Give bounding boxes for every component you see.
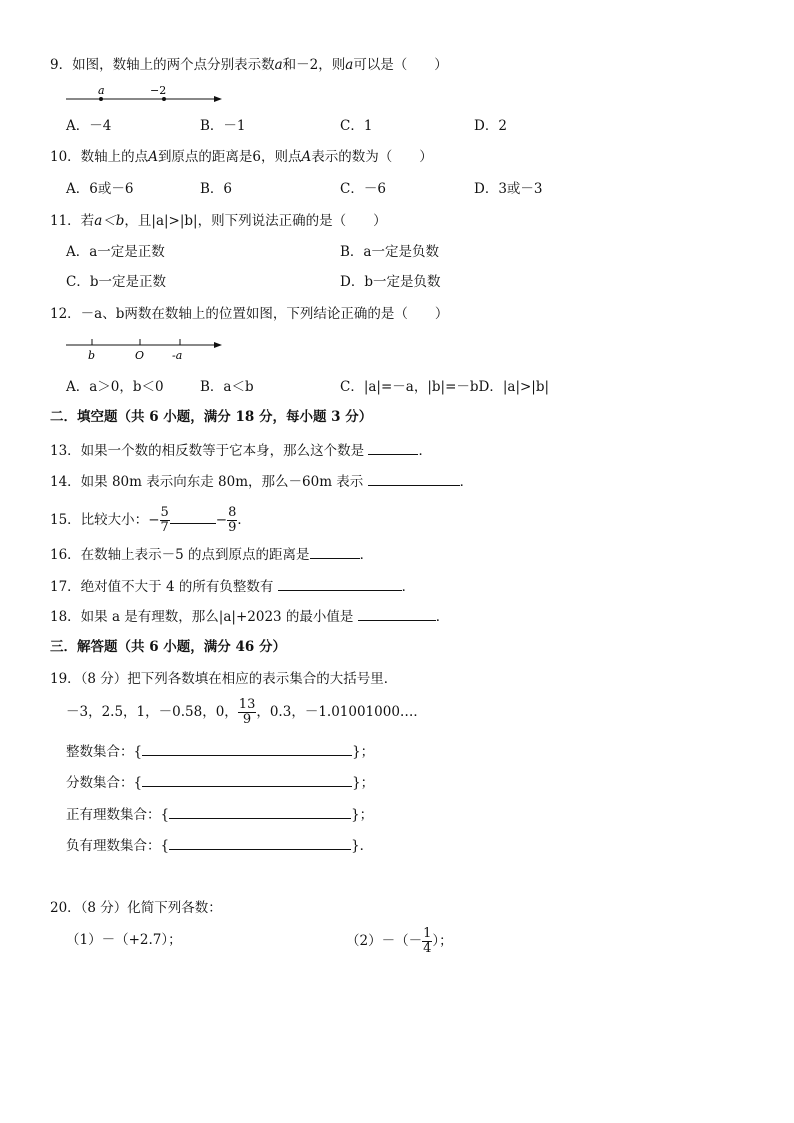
- q15-f2-numerator: 8: [228, 505, 237, 520]
- q9-var-a: a: [274, 57, 283, 73]
- q19-set-fractions-label: 分数集合：{: [66, 775, 143, 791]
- q13-end: ．: [418, 443, 432, 459]
- q9-var-a-2: a: [345, 57, 354, 73]
- q19-numbers-part-1: －3，2.5，1，－0.58，0，: [66, 704, 238, 720]
- q14-answer-blank[interactable]: [368, 472, 460, 486]
- q20-part-2-fraction: [422, 927, 432, 956]
- q11-option-c: C．b一定是正数: [66, 274, 166, 290]
- q15-f2-denominator: 9: [228, 520, 237, 535]
- q14-end: ．: [459, 474, 474, 490]
- q10-var-a: A: [148, 149, 158, 165]
- q19-set-negative-end: }．: [351, 838, 374, 854]
- q10-option-b: B．6: [200, 181, 233, 197]
- q19-number-list: [66, 696, 427, 728]
- q11-stem-text-2: ，且|a|>|b|，则下列说法正确的是（ ）: [124, 213, 387, 229]
- q19-set-positive-end: }；: [351, 807, 374, 823]
- q19-set-integers-blank[interactable]: [142, 742, 352, 756]
- q15-minus-1: −: [148, 512, 160, 528]
- q20-part-2-text: （2）－（－: [346, 933, 423, 949]
- q20-part-2: [346, 925, 453, 957]
- q12-number-line: [66, 336, 226, 362]
- q16-end: ．: [359, 547, 374, 563]
- q10-option-a: A．6或－6: [66, 181, 134, 197]
- q16-answer-blank[interactable]: [310, 545, 360, 559]
- q20-part-1: （1）－（+2.7）；: [66, 932, 182, 948]
- q19-set-integers-label: 整数集合：{: [66, 744, 143, 760]
- q15-answer-blank[interactable]: [170, 510, 216, 524]
- q9-stem-text-3: 可以是（ ）: [353, 57, 448, 73]
- q9-stem-text-2: 和－2，则: [282, 57, 346, 73]
- q15-f1-numerator: 5: [160, 505, 169, 520]
- q9-axis-label-neg2: −2: [150, 84, 167, 97]
- section-2-title: 二．填空题（共 6 小题，满分 18 分，每小题 3 分）: [50, 409, 373, 425]
- q12-option-c-d: C．|a|=－a，|b|=－bD．|a|>|b|: [340, 379, 550, 395]
- q18-end: ．: [435, 609, 450, 625]
- q11-option-b: B．a一定是负数: [340, 244, 439, 260]
- q15-f1-denominator: 7: [160, 520, 169, 535]
- q15-fraction-1: [160, 506, 170, 535]
- q12-axis-label-b: b: [88, 349, 96, 362]
- q15-minus-2: −: [215, 512, 228, 528]
- q11-option-a: A．a一定是正数: [66, 244, 165, 260]
- q19-fraction: [238, 698, 257, 727]
- q9-option-d: D．2: [474, 118, 507, 134]
- q19-set-fractions-end: }；: [352, 775, 375, 791]
- q19-set-negative-rationals: [66, 836, 373, 855]
- q19-set-positive-rationals: [66, 805, 373, 824]
- question-12-stem: 12．－a、b两数在数轴上的位置如图，下列结论正确的是（ ）: [50, 306, 449, 322]
- q14-text: 14．如果 80m 表示向东走 80m，那么－60m 表示: [50, 474, 364, 490]
- q10-option-c: C．－6: [340, 181, 386, 197]
- q16-text: 16．在数轴上表示－5 的点到原点的距离是: [50, 547, 310, 563]
- q9-axis-label-a: a: [98, 84, 105, 97]
- question-13: [50, 441, 432, 460]
- q9-number-line: [66, 84, 226, 106]
- q19-numbers-part-2: ，0.3，－1.01001000…．: [256, 704, 427, 720]
- q15-end: ．: [237, 512, 251, 528]
- q10-stem-text-2: 到原点的距离是6，则点: [157, 149, 302, 165]
- question-18: [50, 607, 449, 626]
- q9-stem-text: 9．如图，数轴上的两个点分别表示数: [50, 57, 275, 73]
- q18-answer-blank[interactable]: [358, 607, 436, 621]
- section-3-title: 三．解答题（共 6 小题，满分 46 分）: [50, 639, 286, 655]
- q17-text: 17．绝对值不大于 4 的所有负整数有: [50, 579, 274, 595]
- q9-option-c: C．1: [340, 118, 373, 134]
- question-11-stem: [50, 212, 387, 230]
- q19-set-integers: [66, 742, 374, 761]
- q10-option-d: D．3或－3: [474, 181, 543, 197]
- q19-set-positive-label: 正有理数集合：{: [66, 807, 170, 823]
- question-10-stem: [50, 148, 433, 166]
- q17-answer-blank[interactable]: [278, 577, 402, 591]
- q19-set-negative-blank[interactable]: [169, 836, 351, 850]
- q19-fraction-denominator: 9: [242, 712, 252, 727]
- q12-axis-label-neg-a: -a: [172, 349, 183, 362]
- q19-set-integers-end: }；: [352, 744, 375, 760]
- q11-stem-text: 11．若: [50, 213, 95, 229]
- q9-option-a: A．－4: [66, 118, 112, 134]
- question-15: [50, 505, 251, 535]
- q19-set-negative-label: 负有理数集合：{: [66, 838, 170, 854]
- q19-set-fractions-blank[interactable]: [142, 773, 352, 787]
- question-9-stem: [50, 56, 448, 74]
- q19-set-positive-blank[interactable]: [169, 805, 351, 819]
- q20-fraction-denominator: 4: [423, 941, 432, 956]
- question-17: [50, 577, 415, 596]
- q11-option-d: D．b一定是负数: [340, 274, 441, 290]
- q15-text: 15．比较大小：: [50, 512, 149, 528]
- q17-end: ．: [401, 579, 416, 595]
- q10-var-a-2: A: [301, 149, 312, 165]
- q18-text: 18．如果 a 是有理数，那么|a|+2023 的最小值是: [50, 609, 354, 625]
- q12-option-a: A．a＞0，b＜0: [66, 379, 164, 395]
- question-19-stem: 19．（8 分）把下列各数填在相应的表示集合的大括号里．: [50, 671, 398, 687]
- q13-text: 13．如果一个数的相反数等于它本身，那么这个数是: [50, 443, 365, 459]
- q20-fraction-numerator: 1: [423, 926, 432, 941]
- q10-stem-text-3: 表示的数为（ ）: [311, 149, 433, 165]
- question-16: [50, 545, 373, 564]
- q9-option-b: B．－1: [200, 118, 246, 134]
- q19-fraction-numerator: 13: [238, 697, 256, 712]
- question-20-stem: 20．（8 分）化简下列各数：: [50, 900, 222, 916]
- q13-answer-blank[interactable]: [368, 441, 418, 455]
- q12-axis-label-o: O: [135, 349, 145, 362]
- question-14: [50, 472, 473, 491]
- q20-part-2-end: ）；: [432, 933, 453, 949]
- q11-condition: a＜b: [94, 213, 125, 229]
- q12-option-b: B．a＜b: [200, 379, 254, 395]
- q10-stem-text: 10．数轴上的点: [50, 149, 149, 165]
- q19-set-fractions: [66, 773, 374, 792]
- q15-fraction-2: [227, 506, 237, 535]
